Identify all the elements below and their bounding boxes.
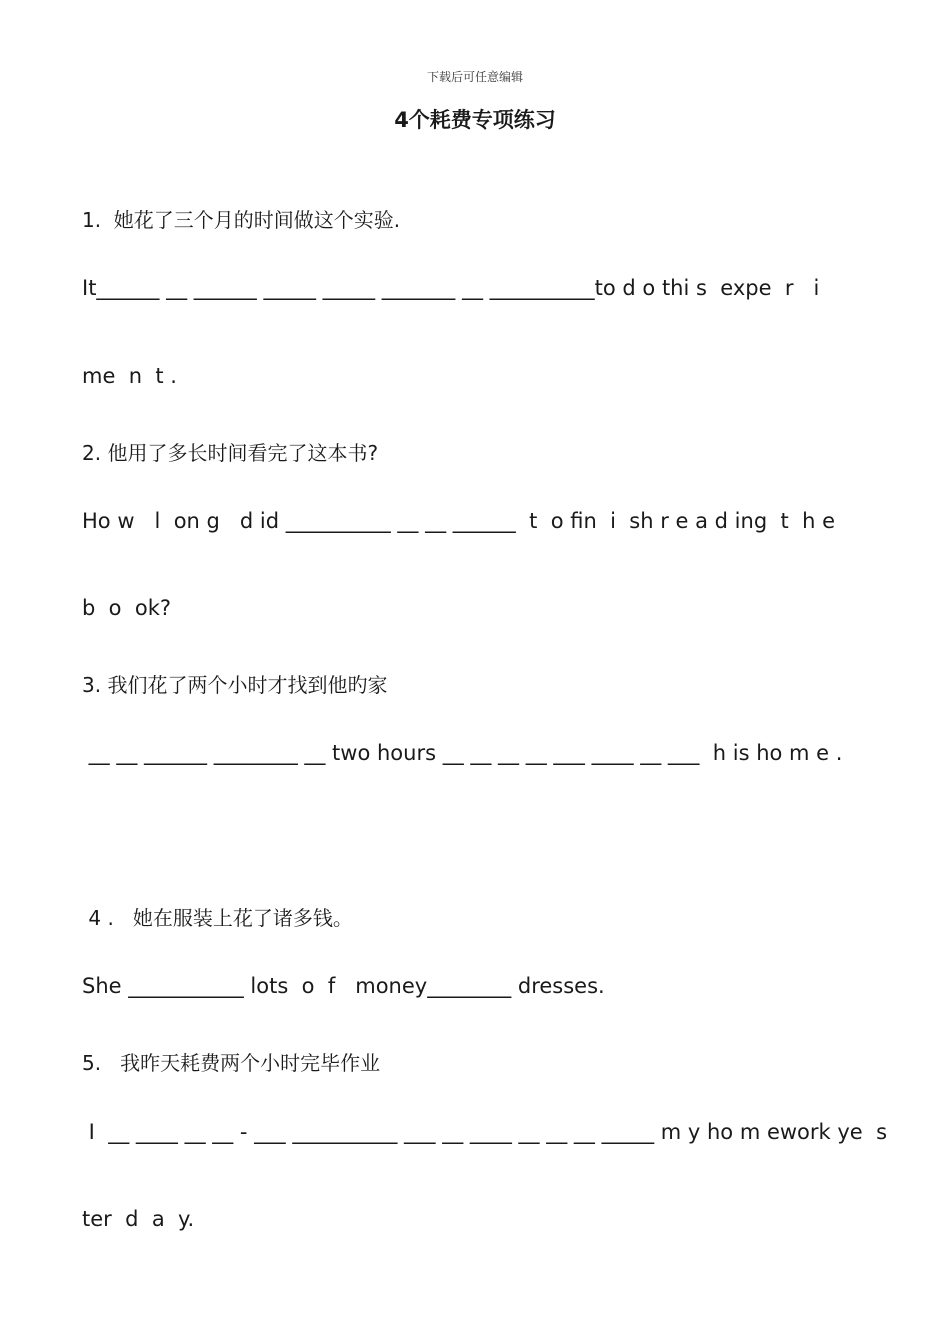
- question-2-answer-continuation: b o ok?: [82, 596, 172, 620]
- question-3-prompt: 3. 我们花了两个小时才找到他旳家: [82, 673, 388, 697]
- page-title: 4个耗费专项练习: [394, 108, 556, 132]
- question-5-answer-line: I __ ____ __ __ - ___ __________ ___ __ ____ __ __ __ _____ m y ho m ework ye s: [82, 1120, 888, 1144]
- question-2-answer-line: Ho w l on g d id __________ __ __ ______ t o fin i sh r e a d ing t h e: [82, 509, 835, 533]
- question-5-prompt: 5. 我昨天耗费两个小时完毕作业: [82, 1051, 381, 1075]
- question-1-answer-line: It______ __ ______ _____ _____ _______ __ __________to d o thi s expe r i: [82, 276, 820, 300]
- question-1-prompt: 1. 她花了三个月的时间做这个实验.: [82, 208, 401, 232]
- question-4-prompt: 4 . 她在服装上花了诸多钱。: [82, 906, 353, 930]
- question-4-answer-line: She ___________ lots o f money________ dresses.: [82, 974, 605, 998]
- question-1-answer-continuation: me n t .: [82, 364, 177, 388]
- question-3-answer-line: __ __ ______ ________ __ two hours __ __ __ __ ___ ____ __ ___ h is ho m e .: [82, 741, 843, 765]
- question-2-prompt: 2. 他用了多长时间看完了这本书?: [82, 441, 379, 465]
- question-5-answer-continuation: ter d a y.: [82, 1207, 195, 1231]
- header-note: 下载后可任意编辑: [426, 70, 523, 84]
